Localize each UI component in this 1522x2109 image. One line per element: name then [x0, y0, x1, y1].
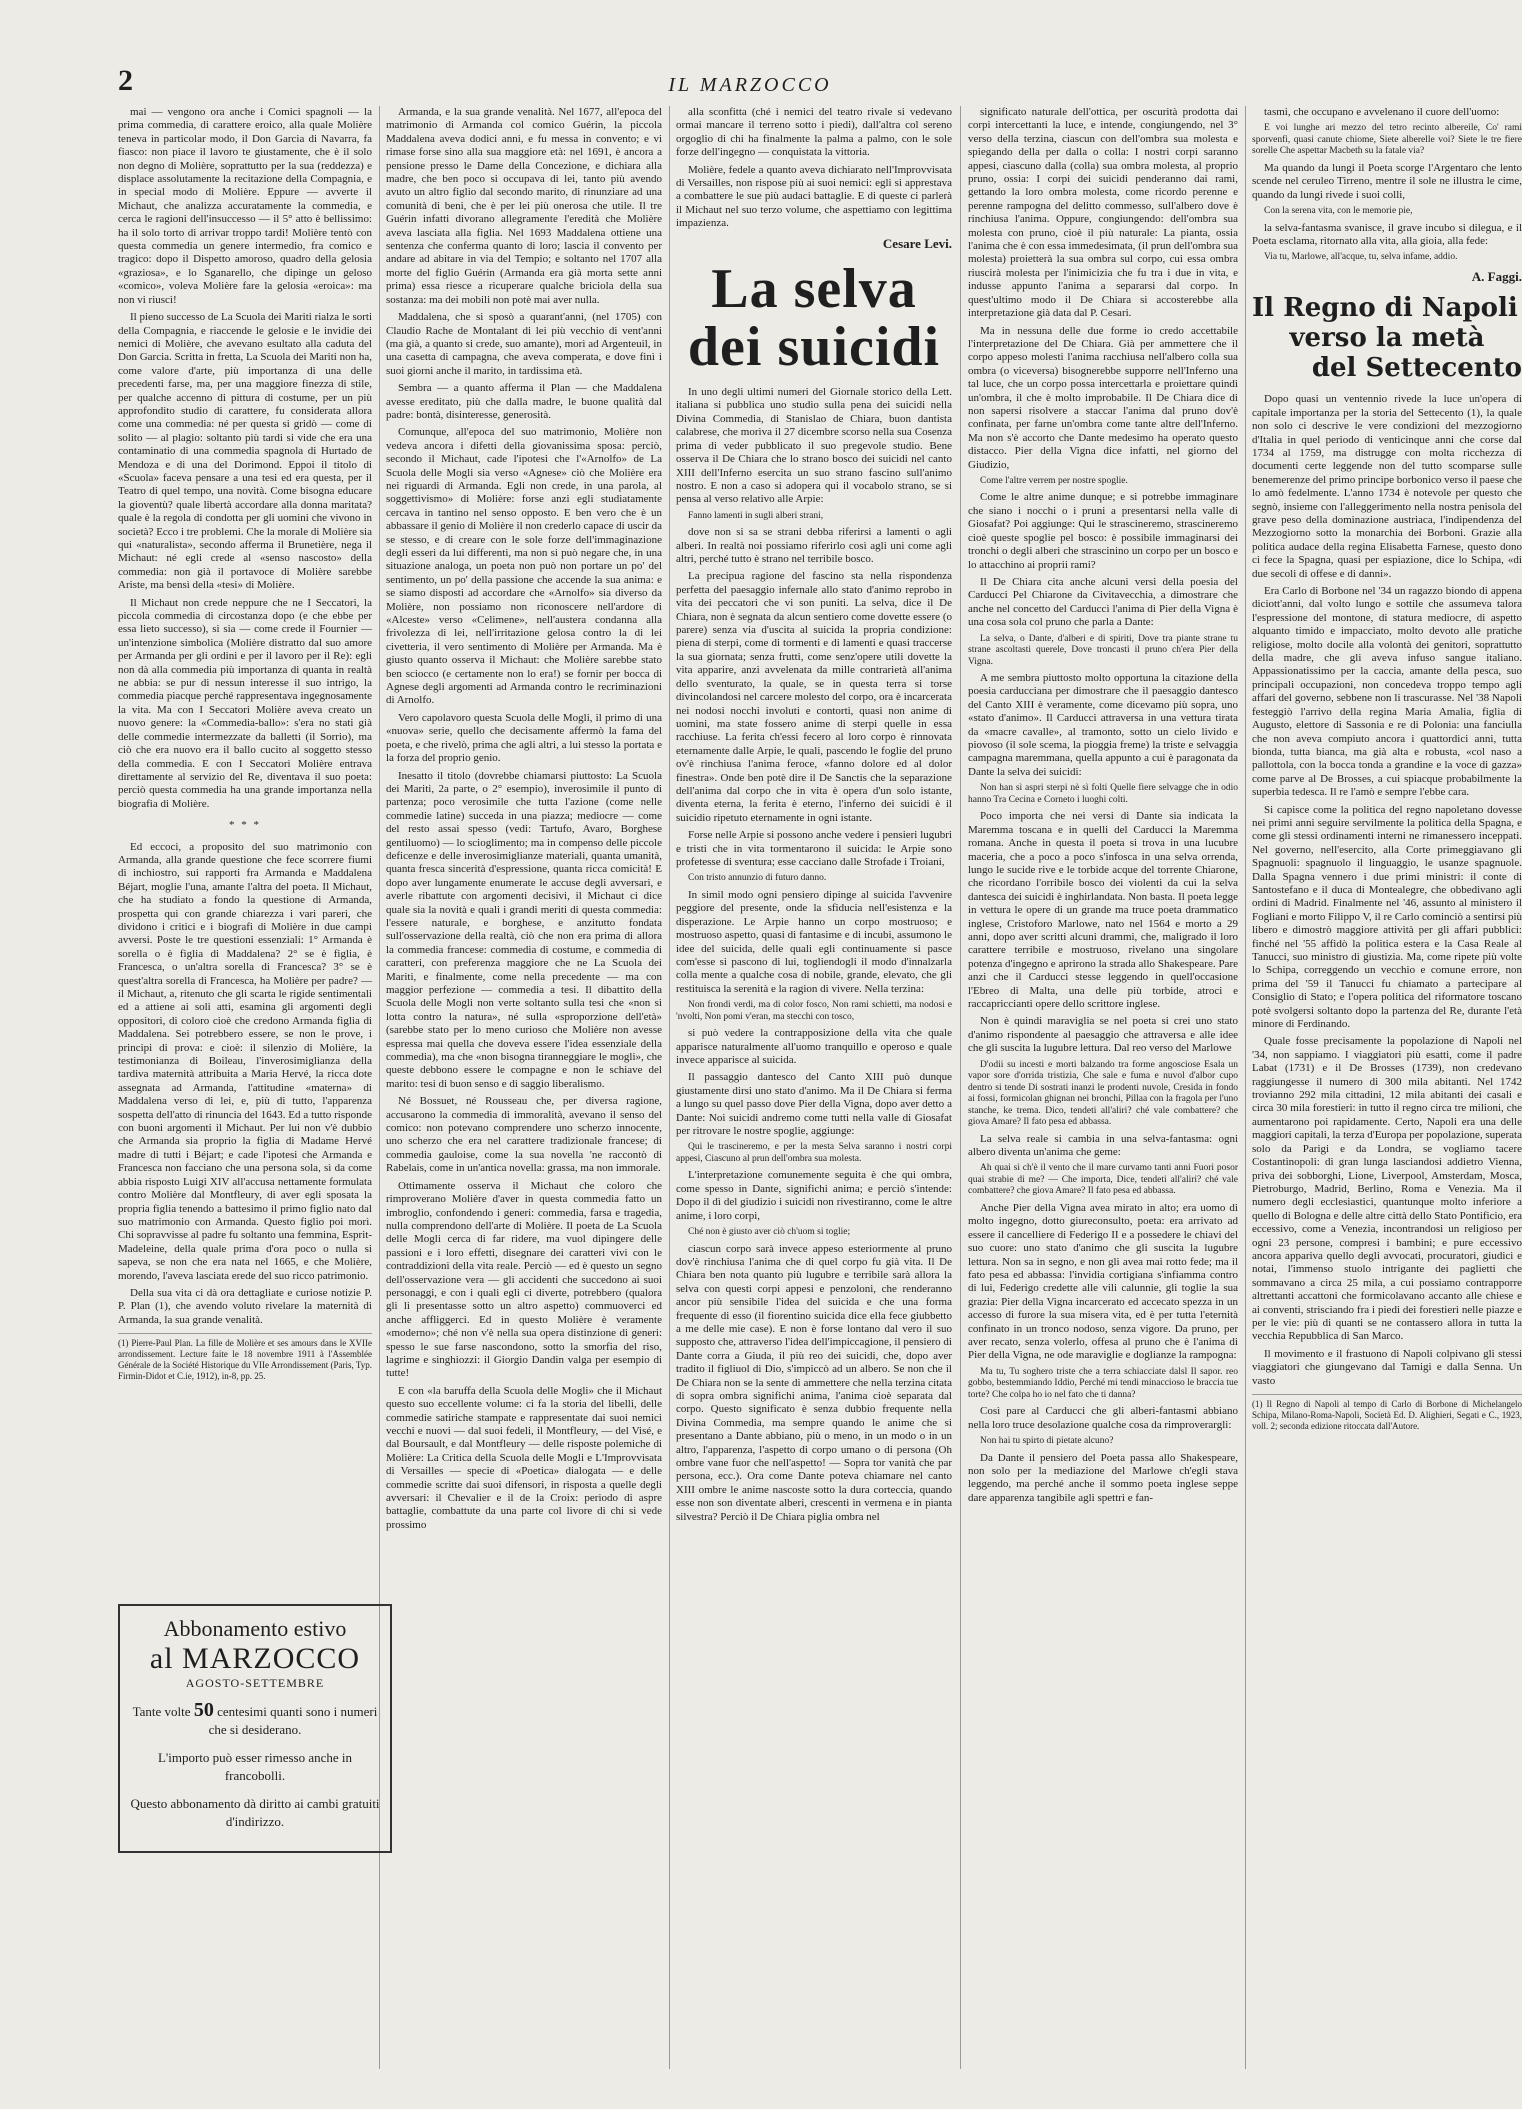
paragraph: A me sembra piuttosto molto opportuna la citazione della poesia carducciana per dimostrare che il paesaggio dantesco del Canto XIII è veramente, come dicevamo più sopra, uno «stato d'animo». Il Carducci attraversa in una vettura tirata da «macre cavalle», al tramonto, sotto un cielo livido e piovoso (il sole scema, la pioggia freme) la triste e selvaggia campagna maremmana, quella appunto a cui è paragonata da Dante la selva dei suicidi: [968, 672, 1238, 778]
paragraph: alla sconfitta (ché i nemici del teatro rivale si vedevano ormai mancare il terreno sotto i piedi), dall'altra col sereno orgoglio di chi ha finalmente la palma a palmo, con le sole forze dell'ingegno — conquistata la vittoria. [676, 106, 952, 159]
paragraph: Si capisce come la politica del regno napoletano dovesse nei primi anni seguire servilmente la politica della Spagna, e come gli stessi ordinamenti interni ne rimanessero inceppati. Nel governo, nell'esercito, alla Corte primeggiavano gli Spagnuoli: spagnuolo il linguaggio, le usanze spagnuole. Dalla Spagna vennero i due primi ministri: il conte di Santostefano e il duca di Montealegre, che obbedivano agli ordini di Madrid. Finalmente nel '46, assunto al ministero il Fogliani e morto Filippo V, il re Carlo cominciò a sentirsi più libero e dimostrò maggiore attività per gli affari pubblici: finché nel '55 affidò la politica estera e la Casa Reale al Tanucci, suo ministro di giustizia. Ma, come ripete più volte lo Schipa, correggendo un vecchio e comune errore, non prima del '59 il Tanucci fu chiamato a partecipare al Consiglio di Stato; e l'opera politica del riformatore toscano potè svolgersi soltanto dopo la partenza del Re, durante l'età minore di Ferdinando. [1252, 803, 1522, 1031]
paragraph: Da Dante il pensiero del Poeta passa allo Shakespeare, non solo per la mediazione del Marlowe ch'egli stava leggendo, ma perché anche il sommo poeta inglese seppe dare apparenza tangibile agli spettri e fan- [968, 1451, 1238, 1504]
paragraph: Armanda, e la sua grande venalità. Nel 1677, all'epoca del matrimonio di Armanda col comico Guérin, la piccola Maddalena aveva dodici anni, e fu messa in convento; e vi rimase forse sino alla sua maggiore età: nel 1691, è ancora a pensione presso le Dame della Concezione, e dichiara alla madre, che ben poco si occupava di lei, tanto più avendo avuto un altro figlio dal secondo marito, di rinunziare ad una comunità di beni, che è per lei più onerosa che utile. Il tre Guérin infatti divorano allegramente l'eredità che Molière aveva lasciata alla figlia. Nel 1693 Maddalena ottiene una sentenza che conferma quanto di loro; lascia il convento per andare ad abitare in via del Tempio; e soltanto nel 1707 alla morte del figlio Guérin (Armanda era già morta sette anni prima) essa riesce a ricuperare qualche briciola della sua sostanza: ma dei mobili non potè mai aver nulla. [386, 106, 662, 306]
paragraph: tasmi, che occupano e avvelenano il cuore dell'uomo: [1264, 106, 1500, 118]
column-2 [386, 106, 662, 1536]
paragraph: E con «la baruffa della Scuola delle Mogli» che il Michaut questo suo eccellente volume: ci fa la storia del libelli, delle commedie satiriche stampate e rappresentate dai suoi nemici vecchi e nuovi — dal suoi fedeli, il Montfleury, — del Visé, e dal Boursault, e dal Montfleury — delle risposte polemiche di Molière: La Critica della Scuola delle Mogli e L'Improvvisata di Versailles — specie di «Poetica» dialogata — e delle commedie scritte dai suoi difensori, in risposta a quelle degli avversari: il Chevalier e il de la Croix: periodo di aspre battaglie, combattute da una parte col livore di chi si vede prossimo [386, 1384, 662, 1531]
paragraph: Maddalena, che si sposò a quarant'anni, (nel 1705) con Claudio Rache de Montalant di lei più vecchio di vent'anni (ma già, a quanto si crede, suo amante), morì ad Argenteuil, in una casetta di campagna, che aveva comperata, e dove finì i suoi giorni anche il marito, in tardissima età. [386, 311, 662, 377]
verse-quote: D'odii su incesti e morti balzando tra forme angosciose Esala un vapor sore d'orrida tristizia, Che sale e fuma e nuvol d'albor cupo dentro si tende Di sostrati inanzi le prodenti nuvole, Cresida in fondo ai fossi, formicolan ghignan nei bronchi, Pillaa con la fragola per l'uno stanche, ke trema. Dico, tendeti all'aliri? ché vale combattere? che giova Amare? Il fato pesa ed abbassa. [968, 1059, 1238, 1128]
paragraph: Quale fosse precisamente la popolazione di Napoli nel '34, non sappiamo. I viaggiatori più esatti, come il padre Labat (1731) e il De Brosses (1739), non credevano raggiungesse il numero di 300 mila abitanti. Nel 1742 trovianno 292 mila cittadini, 12 mila abitanti dei casali e circa 30 mila forestieri: in tutto il regno circa tre milioni, che aumentarono poi rapidamente. Certo, Napoli era una delle maggiori capitali, la terza d'Europa per popolazione, superata solo da Parigi e da Londra, se vogliamo tacere Costantinopoli: di gran lunga lasciandosi addietro Vienna, priva dei sobborghi, Lione, Liverpool, Amsterdam, Mosca, Pietroburgo, Madrid, Berlino, Roma e Venezia. Ma il numero degli ecclesiastici, quantunque molto inferiore a quello di Bologna e delle altre città dello Stato Pontificio, era eccessivo, come a Venezia, incontrandosi un religioso per ogni 23 persone, compresi i bambini; e pure eccessivo ancora appariva quello degli avvocati, procuratori, giudici e notai, l'immenso stuolo intrigante dei paglietti che sommavano a circa 25 mila, a cui possiamo contrapporre altrettanti accattoni che formicolavano accanto alle chiese e ai conventi, strisciando fra i piedi dei forestieri nelle piazze e per le vie: più di quanti se ne contassero allora in tutta la vecchia Repubblica di San Marco. [1252, 1035, 1522, 1343]
column-3 [676, 106, 952, 1528]
footnote: (1) Pierre-Paul Plan. La fille de Molière et ses amours dans le XVIIe arrondissement. Lecture faite le 18 novembre 1911 à l'Assemblée Générale de la Société Historique du VIIe Arrondissement (Paris, Typ. Firmin-Didot et C.ie, 1912), in-8, pp. 25. [118, 1333, 372, 1382]
verse-quote: Qui le trascineremo, e per la mesta Selva saranno i nostri corpi appesi, Ciascuno al prun dell'ombra sua molesta. [676, 1142, 952, 1164]
verse-quote: La selva, o Dante, d'alberi e di spiriti, Dove tra piante strane tu strane ascoltasti querele, Dove troncasti il pruno ch'era Pier della Vigna. [968, 633, 1238, 667]
footnote: (1) Il Regno di Napoli al tempo di Carlo di Borbone di Michelangelo Schipa, Milano-Roma-Napoli, Società Ed. D. Alighieri, Segati e C., 1923, voll. 2; seconda edizione ritoccata dall'Autore. [1252, 1394, 1522, 1432]
section-separator: * * * [229, 819, 261, 832]
verse-quote: Con tristo annunzio di futuro danno. [688, 873, 827, 884]
verse-quote: E voi lunghe ari mezzo del tetro recinto albereile, Co' rami sporvenfi, quasi canute chiome, Siete alberelle voi? Siete le tre fiere sorelle Che aspettar Macbeth su la fatale via? [1252, 123, 1522, 157]
paragraph: Della sua vita ci dà ora dettagliate e curiose notizie P. P. Plan (1), che avendo voluto rivelare la maternità di Armanda, la sua grande venalità. [118, 1286, 372, 1326]
paragraph: si può vedere la contrapposizione della vita che quale apparisce naturalmente all'uomo tranquillo e operoso e quale invece apparisce al suicida. [676, 1027, 952, 1066]
paragraph: La precipua ragione del fascino sta nella rispondenza perfetta del paesaggio infernale allo stato d'animo reprobo in vita dei peccatori che vi son puniti. La selva, dice il De Chiara, non è segnata da alcun sentiero come dovette essere (o parere) senza via d'uscita al suicida la propria condizione: piena di sterpi, come di tormenti e di lamenti e quasi traccerse la sua giornata; senza frutti, come senz'opere utili dovette la vita apparire, anzi avvelenata da mille contrarietà all'anima dello sventurato, la quale, se in questa terra si torse divincolandosi nel carcere molesto del corpo, ora è incarcerata nei nodosi nocchi involuti e contorti, quasi non anime di uomini, ma state fossero anime di sterpi quelle in essa racchiuse. La ferita ch'essi fecero al loro corpo è rinnovata eternamente dalle Arpie, le quali, pascendo le foglie del pruno ov'è rinchiusa l'anima feroce, «fanno dolore ed al dolor finestra». Onde ben potè dire il De Sanctis che la separazione dell'anima dal corpo che in vita è opera d'un solo istante, diventa eterna, la ferita è eterno, l'inferno dei suicidi è il suicidio ripetuto eternamente in ogni istante. [676, 570, 952, 824]
paragraph: significato naturale dell'ottica, per oscurità prodotta dai corpi intercettanti la luce, e intende, congiungendo, nel 3° verso della terzina, ciascun con dell'ombra sua molesta e spiegando della per dalla o colla: I nostri corpi saranno appesi, ciascuno dalla (colla) sua ombra molesta, al proprio pruno, ossia: I corpi dei suicidi penderanno dai rami, gettando la loro ombra molesta, come ricordo perenne e perenne rampogna del delitto commesso, sull'albero dove è rinchiusa l'anima. Oppure, congiungendo: dell'ombra sua molesta con pruno, cioè il più naturale: La pianta, ossia l'anima che è con essa immedesimata, (il prun dell'ombra sua molesta) proietterà la sua ombra sul corpo, cui essa ombra riuscirà molesta per l'inimicizia che fu tra i due in vita, e indusse appunto l'anima a separarsi dal corpo. In quest'ultimo modo il De Chiara si accosterebbe alla interpretazione già data dal P. Cesari. [968, 106, 1238, 320]
paragraph: Molière, fedele a quanto aveva dichiarato nell'Improvvisata di Versailles, non rispose più ai suoi nemici: egli si apprestava a combattere le sue più audaci battaglie. E di queste ci parlerà il Michaut nel suo terzo volume, che aspettiamo con legittima impazienza. [676, 163, 952, 230]
paragraph: Il Michaut non crede neppure che ne I Seccatori, la piccola commedia di circostanza dopo (e che ebbe per essa lieto successo), si sia — come crede il Fournier — un'intenzione simbolica (Molière distratto dal suo amore per Armanda per gli ordini e per il lavoro per il Re): egli non dà alla commedia più importanza di quanta in realtà ne abbia: se pur di nessun interesse il suo intrigo, la commedia piacque perché rappresentava ingegnosamente la vita. Ma con I Seccatori Molière aveva creato un nuovo genere: la «Commedia-ballo»: s'era no stati già delle commedie intermezzate da balletti (il Sorrio), ma ciò che era nuovo era il ballo cucito al soggetto stesso della commedia. E con I Seccatori Molière entrava direttamente al servizio del Re, diventava il suo poeta: perciò questa commedia ha una grande importanza nella biografia di Molière. [118, 596, 372, 810]
paragraph: Ma quando da lungi il Poeta scorge l'Argentaro che lento scende nel ceruleo Tirreno, mentre il sole ne illustra le cime, quando da lungi rivede i suoi colli, [1252, 161, 1522, 201]
verse-quote: Ma tu, Tu soghero triste che a terra schiacciate dalsl Il sapor. reo gobbo, bestemmiando Iddio, Perché mi tendi minaccioso le braccia tue torte? Che colpa ho io nel fato che ti danna? [968, 1366, 1238, 1400]
paragraph: In uno degli ultimi numeri del Giornale storico della Lett. italiana si pubblica uno studio sulla pena dei suicidi nella Divina Commedia, di Stanislao de Chiara, buon dantista calabrese, che morìva il 27 dicembre scorso nella sua Cosenza prima di veder pubblicato il suo pregevole studio. Bene osserva il De Chiara che lo strano bosco dei suicidi nel canto XIII dell'Inferno esercita un suo strano fascino sull'animo nostro. E non a caso si adopera qui il vocabolo strano, se si pensa al verso relativo alle Arpie: [676, 386, 952, 506]
paragraph: Sembra — a quanto afferma il Plan — che Maddalena avesse ereditato, più che dalla madre, le buone qualità dal padre: bontà, disinteresse, generosità. [386, 382, 662, 421]
ad-title: Abbonamento estivo [163, 1616, 347, 1641]
column-4 [968, 106, 1238, 1509]
paragraph: Anche Pier della Vigna avea mirato in alto; era uomo di molto ingegno, dotto giureconsulto, poeta: era arrivato ad essere il cancelliere di Federigo II e a possedere le chiavi del suo cuore: uno stato d'animo che gli suscita la lugubre lettura. Non sa in segno, e non gli avea mai rotto fede; ma il fato pesa ed abbassa: l'invidia cortigiana s'infiamma contro di lui, Federigo credette alle vili calunnie, gli toglie la sua grazia: Pier della Vigna incarcerato ed accecato spezza in un accesso di furore la sua misera vita, ed è per tutta l'eternità confinato in un tronco nodoso, senza vigore. Da pruno, per aver recato, senza volerlo, offesa al pruno che è l'anima di Pier della Vigna, ne ode maraviglie e doglianze la rampogna: [968, 1201, 1238, 1362]
paragraph: Né Bossuet, né Rousseau che, per diversa ragione, accusarono la commedia di immoralità, avevano il senso del comico: non potevano comprendere uno scherzo innocente, uno scherzo che era nel carattere tradizionale francese; di commedia gauloise, come la sua novella 'ne raccontò di Rabelais, come in un'antica novella: grassa, ma non immorale. [386, 1095, 662, 1175]
ad-payment-note: L'importo può esser rimesso anche in francobolli. [157, 1750, 353, 1783]
article-title [1252, 293, 1522, 383]
verse-quote: Non frondi verdi, ma di color fosco, Non rami schietti, ma nodosi e 'nvolti, Non pomi v'eran, ma stecchi con tosco, [676, 1000, 952, 1022]
paragraph: Comunque, all'epoca del suo matrimonio, Molière non vedeva ancora i difetti della giovanissima sposa: perciò, secondo il Michaut, cade l'ipotesi che l'«Arnolfo» de La Scuola delle Mogli sia verso «Agnese» ciò che Molière era nei riguardi di Armanda. Egli non crede, in una parola, al soggettivismo» di Molière: forse anzi egli studiatamente cercava in tantino nel senso opposto. E ben vero che è un abbassare il genio di Molière il non crederlo capace di uscir da se stesso, e di creare con le sole forze dell'immaginazione degli esseri da lui differenti, ma non si può negare che, in una situazione analoga, un poeta non può non portare un po' del sentimento, un po' della passione che accende la sua anima: e se siamo disposti ad accordare che «Arnolfo» sia diverso da Molière, non possiamo non riconoscere nell'ardore di «Alceste» verso «Celimene», nell'austera condanna alla frivolezza di lei, nell'irritazione gelosa contro la di lei civetteria, il vero sentimento di Molière per Armanda. Ma è giusto quanto osserva il Michaut: che Molière sarebbe stato ben sciocco (e certamente non lo era!) se fornir per bocca di Agnese degli argomenti ad Armanda contro le recriminazioni di Arnolfo. [386, 426, 662, 707]
ad-period: AGOSTO-SETTEMBRE [185, 1676, 325, 1690]
paragraph: In simil modo ogni pensiero dipinge al suicida l'avvenire peggiore del presente, onde la sfiducia nell'esistenza e la disperazione. Le Arpie hanno un corpo mostruoso; e mostruoso aspetto, quasi di fantasime e di incubi, assumono le idee del suicida, delle quali egli continuamente si pasce com'esse si pascono di lui, togliendogli il modo d'innalzarla colla mente a qualche cosa di nobile, grande, elevato, che gli restituisca la serenità e la ragion di vivere. Nella terzina: [676, 888, 952, 995]
page-number: 2 [118, 64, 134, 97]
column-5 [1252, 106, 1522, 1432]
ad-address-note: Questo abbonamento dà diritto ai cambi gratuiti d'indirizzo. [130, 1796, 380, 1829]
ad-price [128, 1701, 382, 1739]
column-rule [960, 106, 961, 2069]
paragraph: Era Carlo di Borbone nel '34 un ragazzo biondo di appena diciott'anni, dal volto lungo e sottile che assumeva talora l'espressione del montone, di statura mediocre, di aspetto alquanto timido e impacciato, molto devoto alle pratiche religiose, molto docile alla volontà dei genitori, soprattutto della madre, che gli aveva infuso sangue italiano. Appassionatissimo per la caccia, amante della pesca, suo principali occupazioni, non concedeva troppo tempo agli affari del governo, sebbene non li trascurasse. Nel '38 Napoli festeggiò l'arrivo della regina Maria Amalia, figlia di Augusto, elettore di Sassonia e re di Polonia: una fanciulla che non aveva compiuto ancora i quattordici anni, tutta bionda, tutta bianca, ma già alta e robusta, «col naso a pallottola, con la bocca tonda a grandine e la voce di gazza» come parve al De Brosses, a cui spiacque probabilmente la superbia tedesca. Il re l'amò e sempre l'ebbe cara. [1252, 585, 1522, 799]
verse-quote: Non hai tu spirto di pietate alcuno? [980, 1436, 1114, 1447]
masthead: IL MARZOCCO [668, 74, 832, 96]
verse-quote: Come l'altre verrem per nostre spoglie. [980, 475, 1128, 486]
title-line: verso la metà [1289, 323, 1485, 354]
title-line: Il Regno di Napoli [1252, 293, 1518, 324]
paragraph: Ma in nessuna delle due forme io credo accettabile l'interpretazione del De Chiara. Già per ammettere che il corpo appeso molesti l'anima racchiusa nell'albero colla sua ombra (o viceversa) bisognerebbe supporre nell'Inferno una tal luce, che un corpo possa intercettarla e proiettare quindi un'ombra, il che è molto improbabile. Il De Chiara dice di non sapersi risolvere a staccar l'anima dal pruno dov'è confinata, per farne un'ombra come tante altre dell'Inferno. Ma non s'è accorto che Dante medesimo ha operato questo distacco. Pier della Vigna dice infatti, nel giorno del Giudizio, [968, 324, 1238, 471]
paragraph: Forse nelle Arpie si possono anche vedere i pensieri lugubri e tristi che in vita tormentarono il suicida: le Arpie sono profetesse di sventura; esse cacciano dalle Strofade i Troiani, [676, 829, 952, 868]
ad-price-post: centesimi quanti sono i numeri che si desiderano. [208, 1704, 378, 1737]
author-signature: Cesare Levi. [882, 235, 952, 251]
verse-quote: Ah quai sì ch'è il vento che il mare curvamo tanti anni Fuori posor quai strabie di me? — Che importa, Dice, tendeti all'aliri? ché vale combattere? che giova Amare? Il fato pesa ed abbassa. [968, 1163, 1238, 1197]
paragraph: Il passaggio dantesco del Canto XIII può dunque giustamente dirsi uno stato d'animo. Ma il De Chiara si ferma a lungo su quel passo dove Pier della Vigna, dopo aver detto a Dante: Noi suicidi andremo come tutti nella valle di Giosafat per ritrovare le nostre spoglie, aggiunge: [676, 1071, 952, 1137]
author-signature: A. Faggi. [1471, 268, 1522, 284]
paragraph: Non è quindi maraviglia se nel poeta si crei uno stato d'animo rispondente al paesaggio che attraversa e alle idee che gli suscita la lugubre lettura. Dal reo verso del Marlowe [968, 1015, 1238, 1055]
subscription-ad [118, 1604, 392, 1853]
paragraph: la selva-fantasma svanisce, il grave incubo si dilegua, e il Poeta esclama, ritornato alla vita, alla gioia, alla fede: [1252, 221, 1522, 248]
column-rule [1245, 106, 1246, 2069]
column-rule [669, 106, 670, 2069]
paragraph: Il pieno successo de La Scuola dei Mariti rialza le sorti della Compagnia, e riaccende le gelosie e le invidie dei nemici di Molière, che avevano esultato alla caduta del Don Garcia. Scritta in fretta, La Scuola dei Mariti non ha, come valore d'arte, più importanza di una delle precedenti farse, ma, per una maggiore finezza di stile, per qualche accenno di pittura di costume, per un più approfondito studio di carattere, fu considerata allora come una commedia: né per questa si gridò — come di solito — al plagio: soltanto più tardi si vide che era una contaminatio di una commedia spagnola di Hurtado de Mendoza e di una del Dorimond. Eppoi il titolo di «Scuola» faceva pensare a una tesi ed era questa, per il Teatro di quel tempo, una novità. Come bisogna educare la gioventù? quale libertà accordare alla donna maritata? quale è la regola di condotta per gli uomini che vivono in società? Ecco i tre problemi. Che la morale di Molière sia qui «naturalista», secondo afferma il Brunetière, nega il Michaut: né egli crede al «senso nascosto» della commedia: non già il portavoce di Molière sarebbe Ariste, ma bensì della «tesi» di Molière. [118, 311, 372, 592]
article-title: La selva dei suicidi [687, 258, 941, 379]
ad-price-number: 50 [193, 1699, 214, 1721]
paragraph: Come le altre anime dunque; e si potrebbe immaginare che siano i nocchi o i pruni a presentarsi nella valle di Giosafat? Poi aggiunge: Qui le strascineremo, strascineremo cioè queste spoglie pel bosco: è possibile immaginarsi dei tronchi o degli alberi che strascinino un corpo per un bosco e lo attacchino ai proprii rami? [968, 491, 1238, 571]
paragraph: Il movimento e il frastuono di Napoli colpivano gli stessi viaggiatori che giungevano dal Tamigi e dalla Senna. Un vasto [1252, 1347, 1522, 1387]
column-1 [118, 106, 372, 1382]
verse-quote: Con la serena vita, con le memorie pie, [1264, 206, 1413, 217]
paragraph: L'interpretazione comunemente seguita è che qui ombra, come spesso in Dante, significhi anima; e perciò s'intende: Dopo il dì del giudizio i suicidi non rivestiranno, come le altre anime, i loro corpi, [676, 1169, 952, 1222]
verse-quote: Ché non è giusto aver ciò ch'uom si toglie; [688, 1227, 851, 1237]
verse-quote: Fanno lamenti in sugli alberi strani, [688, 510, 824, 521]
title-line: del Settecento [1311, 353, 1522, 384]
paragraph: Ottimamente osserva il Michaut che coloro che rimproverano Molière d'aver in questa commedia fatto un imbroglio, confondendo i generi: commedia, farsa e tragedia, nulla comprendono dell'arte di Molière. Il poeta de La Scuola delle Mogli cerca di far ridere, ma vuol dipingere delle passioni e i loro effetti, disegnare dei caratteri vivi con le contraddizioni della vita reale. Perciò — ed è questo un segno dell'osservazione vera — gli accidenti che succedono ai suoi personaggi, e con i quali egli ci diverte, potrebbero (qualora gli li presentasse sotto un altro aspetto) commuoverci ed anche affliggerci. Ed in questo Molière è veramente «moderno»; ché non v'è nella sua opera distinzione di generi: spesso le sue farse nascondono, sotto la smorfia del riso, lagrime e singhiozzi: il Giorgio Dandin valga per esempio di tutte! [386, 1179, 662, 1380]
paragraph: Dopo quasi un ventennio rivede la luce un'opera di capitale importanza per la storia del Settecento (1), la quale non solo ci descrive le vere condizioni del mezzogiorno d'Italia in quel periodo di venticinque anni che corse dal 1734 al 1759, ma distrugge con molta ricchezza di documenti certe leggende non del tutto scomparse sulle benemerenze del primo principe borbonico verso il paese che lo amò fedelmente. L'anno 1734 è notevole per questo che segnò, insieme con l'alleggerimento nella nostra penisola del grave peso della dominazione austriaca, l'indipendenza del Mezzogiorno sotto la monarchia dei Borboni. Grazie alla politica audace della regina Elisabetta Farnese, questo dono ci fece la Spagna, quasi per espiazione, dice lo Schipa, «di due secoli di offese e di danni». [1252, 393, 1522, 580]
paragraph: Il De Chiara cita anche alcuni versi della poesia del Carducci Pel Chiarone da Civitavecchia, a dimostrare che anche nel concetto del Carducci l'anima di Pier della Vigna è una cosa sola col pruno che parla a Dante: [968, 575, 1238, 629]
paragraph: Vero capolavoro questa Scuola delle Mogli, il primo di una «nuova» serie, quello che decisamente affermò la fama del poeta, e che rivelò, prima che agli altri, a lui stesso la portata e la forza del proprio genio. [386, 711, 662, 765]
paragraph: Inesatto il titolo (dovrebbe chiamarsi piuttosto: La Scuola dei Mariti, 2a parte, o 2° esempio), inverosimile il punto di partenza; poco verosimile che tutta l'azione (come nelle commedie latine) succeda in una piazza; mediocre — come del resto assai spesso (vedi: Tartufo, Avaro, Borghese gentiluomo) — lo scioglimento; ma in compenso delle piccole deficenze e delle inverosimiglianze materiali, quanta umanità, quanta fresca sincerità d'espressione, quanta ricca comicità! E dopo aver lungamente enumerate le accuse degli avversari, e averle ribattute con argomenti decisivi, il Michaut ci dice quale sia la novità e quali i grandi meriti di questa commedia: l'essere naturale, e borghese, e anzitutto fondata sull'osservazione della realtà, ciò che non era prima di allora la commedia francese: commedia di costume, e commedia di caratteri, con preferenza maggiore che ne La Scuola dei Mariti, e finalmente, come nella precedente — ma con maggior perfezione — commedia a tesi. Il dibattito della Scuola delle Mogli non verte soltanto sulla tesi che «non si lotta contro la natura», né sulla «sproporzione dell'età» (sarebbe stato per lo meno curioso che Molière non avesse espressa mai quella che doveva essere l'idea essenziale della commedia), ma che «non bisogna tiranneggiare le mogli», che queste debbono essere le compagne e non le schiave del marito: tesi di buon senso e di saggio liberalismo. [386, 769, 662, 1090]
paragraph: Poco importa che nei versi di Dante sia indicata la Maremma toscana e in quelli del Carducci la Maremma romana. Anche in questa il poeta si trova in una lucubre maceria, che a poco a poco s'infosca in una selva orrenda, lungo le sucide rive e le torbide acque del torrente Chiarone, che ricordano l'orribile bosco dei violenti da cui la selva dantesca dei suicidi è inghirlandata. Non basta. Il poeta legge in vettura le opere di un grande ma truce poeta drammatico inglese, Cristoforo Marlowe, nato nel 1564 e morto a 29 anni, dopo aver scritti alcuni drammi, che, maligrado il loro carattere terribile e mostruoso, rivelano una singolare potenza d'ingegno e aprirono la strada allo Shakespeare. Pare anzi che il Carducci stesse leggendo in quell'occasione l'Ebreo di Malta, una delle più torbide, atroci e raccapriccianti opere dello scrittore inglese. [968, 810, 1238, 1010]
paragraph: dove non si sa se strani debba riferirsi a lamenti o agli alberi. In realtà noi possiamo riferirlo così agli uni come agli altri, perché tutto è strano nel terribile bosco. [676, 526, 952, 566]
verse-quote: Via tu, Marlowe, all'acque, tu, selva infame, addio. [1264, 252, 1458, 263]
paragraph: ciascun corpo sarà invece appeso esteriormente al pruno dov'è rinchiusa l'anima che di quel corpo fu già vita. Il De Chiara ben nota quanto più lugubre e terribile sarà allora la selva con questi corpi appesi e penzoloni, che renderanno ancor più sensibile l'idea del suicida e che una forma frequente di esso (il fiorentino suicida dice ella fece giubbetto a me delle mie case). E non è forse lontano dal vero il suo supposto che, attraverso l'idea dell'impiccagione, il pensiero di Dante corra a Giuda, il più reo dei suicidi, che, dopo aver tradito il figliuol di Dio, s'impiccò ad un albero. Se non che il De Chiara non se la sente di ammettere che nella terzina citata di sopra ombra significhi anima, l'anima cioè separata dal corpo. Questo significato è senza dubbio frequente nella Divina Commedia, ma sempre quando le anime che si presentano a Dante abbiano, più o meno, in un modo o in un altro, l'apparenza, l'aspetto di corpo umano o di persona (Oh ombre vane fuor che nell'aspetto! — Sopra tor vanità che par persona, ecc.). Ora come Dante poteva chiamare nel canto XIII ombre le anime nascoste sotto la dura corteccia, quando esse non son diventate alberi, crescenti in vermena e in pianta silvestra? Perciò il De Chiara piglia ombra nel [676, 1242, 952, 1523]
paragraph: La selva reale si cambia in una selva-fantasma: ogni albero diventa un'anima che geme: [968, 1132, 1238, 1158]
verse-quote: Non han sì aspri sterpi nè sì folti Quelle fiere selvagge che in odio hanno Tra Cecina e Corneto i luoghi colti. [968, 783, 1238, 805]
paragraph: Così pare al Carducci che gli alberi-fantasmi abbiano nella loro truce desolazione qualche cosa da rimproverargli: [968, 1405, 1238, 1431]
paragraph: Ed eccoci, a proposito del suo matrimonio con Armanda, alla grande questione che fece scorrere fiumi di inchiostro, sui rapporti fra Armanda e Maddalena Béjart, moglie l'una, amante l'altra del poeta. Il Michaut, che ha studiato a fondo la questione di Armanda, prospetta qui con grande chiarezza i vari pareri, che dividono i critici e i biografi di Molière in due campi avversi. Poste le tre questioni essenziali: 1° Armanda è sorella o è figlia di Maddalena? 2° se è figlia, è Francesca, o un'altra sorella di Francesca? 3° se è quest'altra sorella di Francesca, ha Molière per padre? — il Michaut, a, ritenuto che gli scarta le rigide sentimentali ed a attiene ai soli atti, esamina gli argomenti degli oppositori, di coloro cioè che credono Armanda figlia di Maddalena. Sei potrebbero essere, se non le prove, i principi di prova: e cioè: il silenzio di Molière, la testimonianza di Boileau, l'inverosimiglianza della tardiva maternità attribuita a Maria Hervé, la ricca dote assegnata ad Armanda, l'attitudine «materna» di Maddalena verso di lei, e, più di tutto, l'apparenza sospetta dell'atto di rinuncia del 1643. Ed a tutto risponde con buoni argomenti il Michaut. Per lui non v'è dubbio che Armanda sia proprio la figlia di Madame Hervé madre di tutti i Béjart; e cade l'ipotesi che Armanda e Francesca non facciano che una persona sola, sì da come abbia risposto Luigi XIV all'accusa nettamente formulata contro Molière dal Montfleury, di aver egli sposata la propria figlia tenendo a battesimo il primo figlio nato dal suo matrimonio con Armanda. Questo figlio poi morì. Chi sopravvisse al padre fu soltanto una femmina, Esprit-Madeleine, della quale prima d'ora poco o nulla si sapeva, se non che era nata nel 1665, e che Molière, morendo, l'aveva lasciata erede del suo ricco patrimonio. [118, 840, 372, 1282]
paragraph: mai — vengono ora anche i Comici spagnoli — la prima commedia, di carattere eroico, alla quale Molière teneva in particolar modo, il Don Garcia di Navarra, fa fiasco: non piace il lavoro te giustamente, che è il solo non degno di Molière, soprattutto per la sua (reddezza) e displace assolutamente la recitazione della Compagnia, e in special modo di Molière. Eppure — avverte il Michaut, che analizza accuratamente la commedia, e cerca le ragioni dell'insuccesso — il 5° atto è bellissimo: ha il solo torto di arrivar troppo tardi! Molière tentò con questa commedia un genere intermedio, fra comico e tragico: dopo il Dispetto amoroso, quadro della gelosia «graziosa», e lo Sganarello, che dipinge un geloso «comico», voleva Molière fare la gelosia «eroica»: ma non vi riuscì! [118, 106, 372, 306]
ad-publication: al MARZOCCO [149, 1642, 361, 1675]
ad-price-pre: Tante volte [132, 1704, 191, 1719]
